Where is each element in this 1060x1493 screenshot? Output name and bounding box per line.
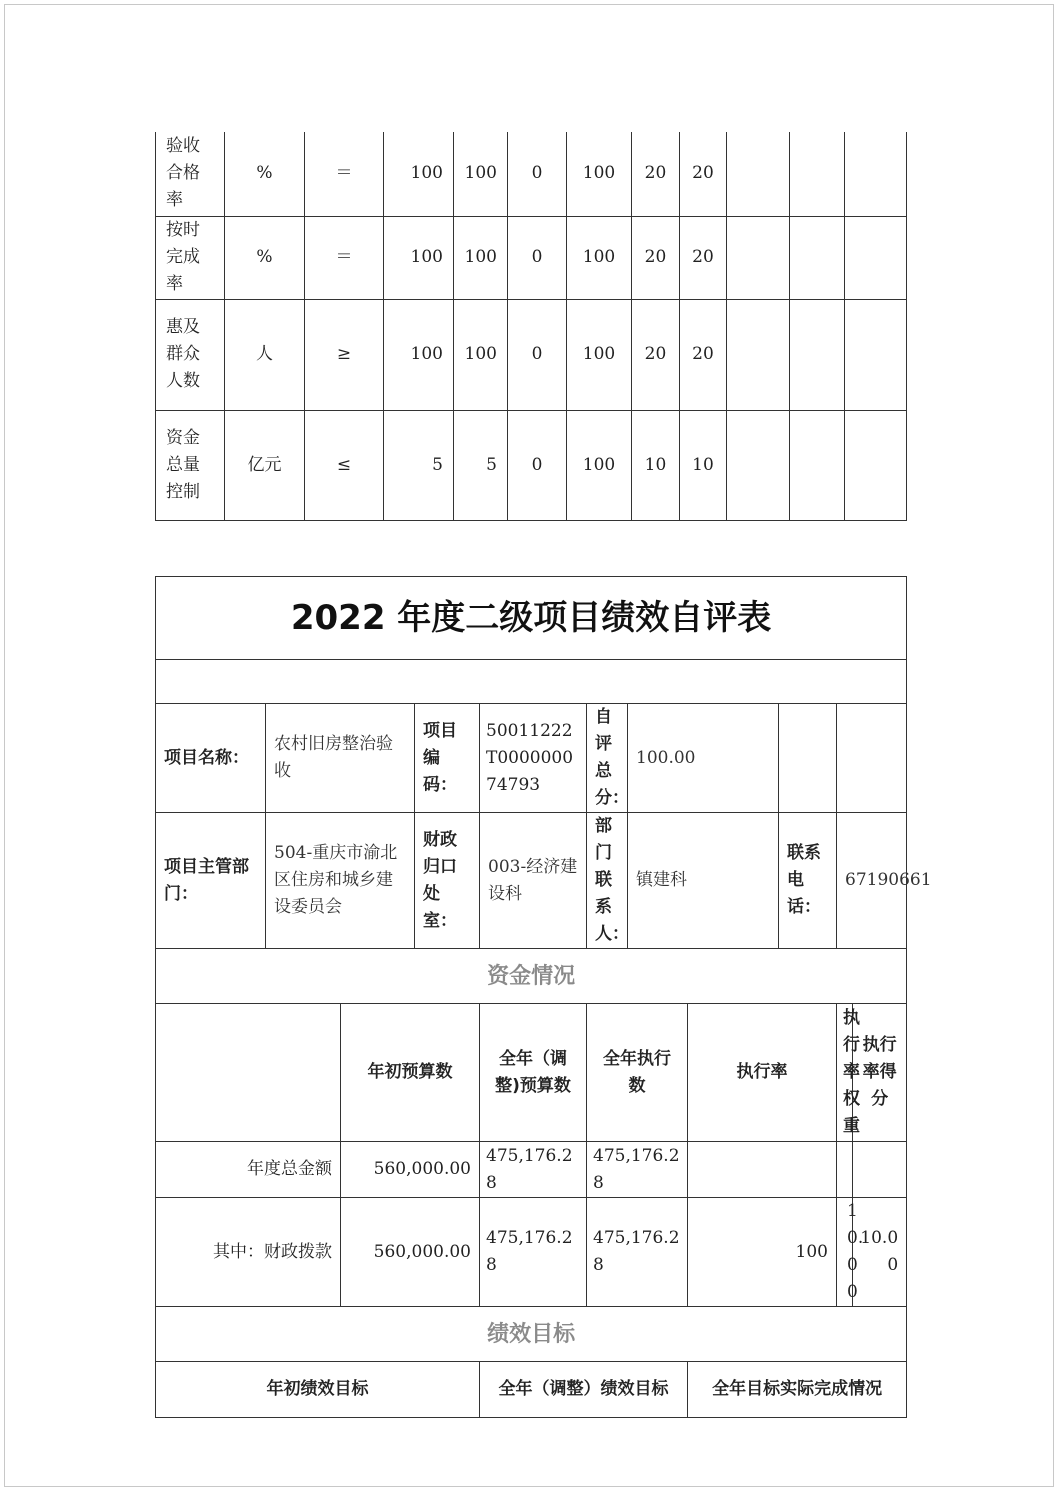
indicator-name: 资金总量控制 [156,410,225,520]
indicator-deviation: 0 [508,299,567,410]
funds-weight [837,1142,853,1198]
contact-label: 部门联系人： [587,813,628,949]
funds-row [156,1142,907,1198]
indicator-weight: 20 [632,299,680,410]
funds-executed: 475,176.28 [587,1198,688,1307]
indicator-completion: 100 [567,299,632,410]
indicator-empty [845,410,907,520]
funds-header-weight: 执行率权重 [837,1004,853,1142]
indicator-empty [790,299,845,410]
indicator-name: 惠及群众人数 [156,299,225,410]
goals-header-initial: 年初绩效目标 [156,1362,480,1418]
goals-header-adjusted: 全年（调整）绩效目标 [480,1362,688,1418]
self-evaluation-table [155,576,932,1418]
indicator-operator: ≤ [305,410,384,520]
indicator-empty [845,132,907,216]
phone: 67190661 [837,813,907,949]
indicator-adjusted-value: 100 [454,299,508,410]
funds-row-label: 年度总金额 [156,1142,341,1198]
finance: 003-经济建设科 [480,813,587,949]
indicator-row [156,132,907,216]
indicator-adjusted-value: 100 [454,216,508,299]
phone-label: 联系电话： [779,813,837,949]
indicator-empty [727,132,790,216]
indicator-weight: 10 [632,410,680,520]
indicator-completion: 100 [567,410,632,520]
empty-header-cell [156,1004,341,1142]
empty-cell [779,704,837,813]
dept-label: 项目主管部门： [156,813,266,949]
funds-budget: 560,000.00 [341,1198,480,1307]
project-name: 农村旧房整治验收 [266,704,415,813]
indicator-unit: % [225,216,305,299]
indicator-score: 20 [680,132,727,216]
indicator-target-value: 100 [384,132,454,216]
project-name-label: 项目名称： [156,704,266,813]
indicator-row [156,216,907,299]
funds-header-budget: 年初预算数 [341,1004,480,1142]
project-code: 50011222T000000074793 [480,704,587,813]
indicator-score: 20 [680,216,727,299]
funds-section-title: 资金情况 [156,949,907,1004]
indicator-name: 验收合格率 [156,132,225,216]
indicator-unit: % [225,132,305,216]
indicator-operator: ＝ [305,216,384,299]
funds-budget: 560,000.00 [341,1142,480,1198]
funds-score: 10.00 [853,1198,907,1307]
indicator-table [155,132,907,521]
form-title: 2022 年度二级项目绩效自评表 [156,577,907,660]
indicator-score: 10 [680,410,727,520]
indicator-target-value: 100 [384,216,454,299]
indicator-row [156,410,907,520]
indicator-completion: 100 [567,216,632,299]
funds-executed: 475,176.28 [587,1142,688,1198]
indicator-empty [727,216,790,299]
funds-row [156,1198,907,1307]
empty-cell [837,704,907,813]
funds-header-executed: 全年执行数 [587,1004,688,1142]
indicator-empty [790,132,845,216]
indicator-operator: ＝ [305,132,384,216]
blank-row [156,660,907,704]
finance-label: 财政归口处室： [415,813,480,949]
funds-header-rate: 执行率 [688,1004,837,1142]
indicator-operator: ≥ [305,299,384,410]
indicator-target-value: 100 [384,299,454,410]
indicator-target-value: 5 [384,410,454,520]
dept: 504-重庆市渝北区住房和城乡建设委员会 [266,813,415,949]
indicator-empty [727,410,790,520]
indicator-empty [845,299,907,410]
funds-adjusted: 475,176.28 [480,1142,587,1198]
indicator-row [156,299,907,410]
goals-header-actual: 全年目标实际完成情况 [688,1362,907,1418]
contact: 镇建科 [628,813,779,949]
project-code-label: 项目编码： [415,704,480,813]
indicator-weight: 20 [632,216,680,299]
indicator-deviation: 0 [508,216,567,299]
self-score-label: 自评总分： [587,704,628,813]
funds-rate [688,1142,837,1198]
indicator-weight: 20 [632,132,680,216]
funds-adjusted: 475,176.28 [480,1198,587,1307]
indicator-unit: 人 [225,299,305,410]
indicator-empty [790,410,845,520]
indicator-name: 按时完成率 [156,216,225,299]
indicator-score: 20 [680,299,727,410]
funds-header-adjusted: 全年（调整)预算数 [480,1004,587,1142]
funds-header-score: 执行率得分 [853,1004,907,1142]
indicator-empty [727,299,790,410]
funds-weight: 10.00 [837,1198,853,1307]
indicator-deviation: 0 [508,410,567,520]
indicator-empty [790,216,845,299]
funds-score [853,1142,907,1198]
indicator-deviation: 0 [508,132,567,216]
indicator-unit: 亿元 [225,410,305,520]
funds-row-label: 其中：财政拨款 [156,1198,341,1307]
indicator-adjusted-value: 100 [454,132,508,216]
indicator-completion: 100 [567,132,632,216]
indicator-adjusted-value: 5 [454,410,508,520]
funds-rate: 100 [688,1198,837,1307]
indicator-empty [845,216,907,299]
goals-section-title: 绩效目标 [156,1307,907,1362]
self-score: 100.00 [628,704,779,813]
